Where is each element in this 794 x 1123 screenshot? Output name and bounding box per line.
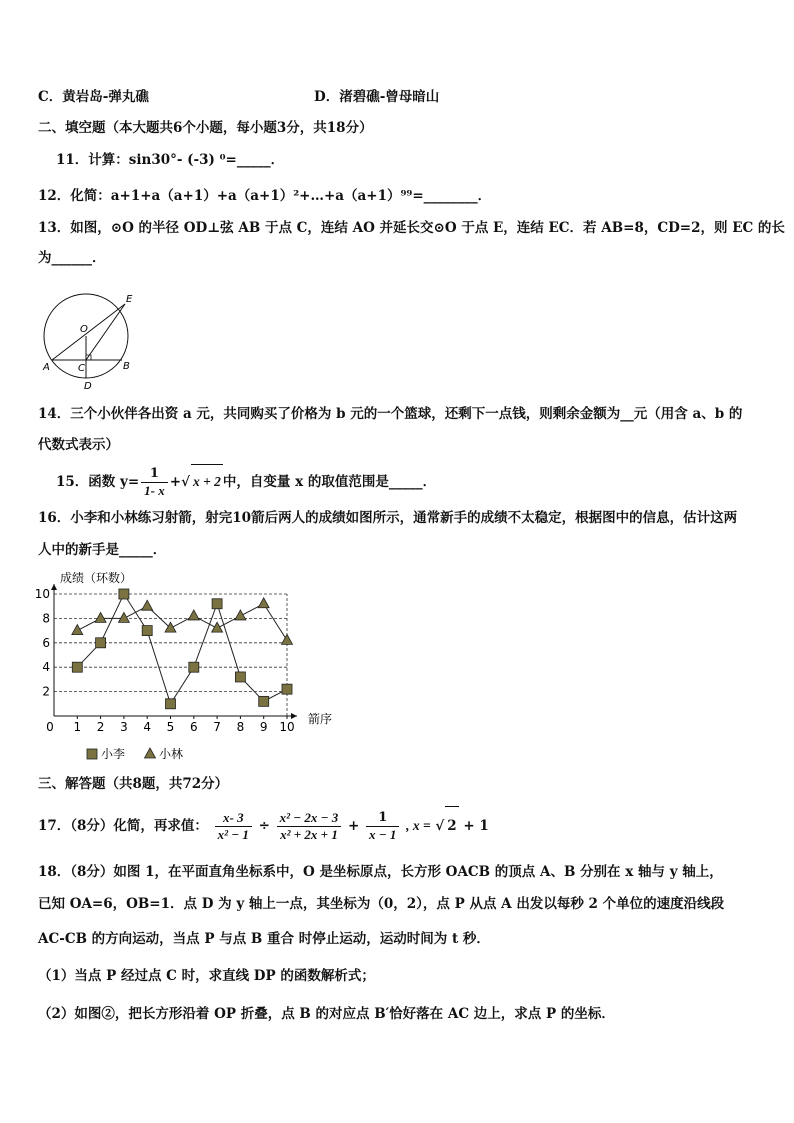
section-heading-fill-in: 二、填空题（本大题共6个小题，每小题3分，共18分） — [38, 120, 373, 136]
chart-y-label: 成绩（环数） — [60, 571, 133, 585]
x-tick-10: 10 — [279, 720, 295, 734]
option-d: D．渚碧礁-曾母暗山 — [314, 89, 440, 105]
x-tick-4: 4 — [143, 720, 152, 734]
y-tick-4: 4 — [42, 660, 50, 675]
marker-square-1 — [72, 662, 82, 672]
chart-ticks — [35, 587, 295, 734]
y-tick-2: 2 — [42, 684, 50, 699]
marker-triangle-2 — [95, 612, 106, 622]
q17-prefix: 17．（8分）化简，再求值： — [38, 818, 208, 834]
label-a: A — [43, 362, 50, 373]
q15-frac-den: 1- x — [144, 483, 165, 498]
q17-fraction-2 — [277, 810, 342, 843]
x-tick-7: 7 — [213, 720, 221, 734]
question-11: 11．计算：sin30°- (-3) ⁰=_____． — [56, 152, 285, 168]
marker-triangle-7 — [212, 622, 223, 632]
score-chart — [30, 566, 350, 772]
q17-sqrt-body: 2 — [445, 806, 458, 845]
y-tick-8: 8 — [42, 611, 50, 626]
label-c: C — [78, 363, 85, 374]
question-18-sub-2: （2）如图②，把长方形沿着 OP 折叠，点 B 的对应点 B′恰好落在 AC 边上，求点 P 的坐标． — [38, 1006, 615, 1022]
question-18-line-3: AC-CB 的方向运动，当点 P 与点 B 重合 时停止运动，运动时间为 t 秒． — [38, 931, 490, 947]
legend-label-0: 小李 — [101, 747, 126, 761]
section-heading-answers: 三、解答题（共8题，共72分） — [38, 776, 229, 792]
marker-square-3 — [119, 589, 129, 599]
q15-suffix: 中，自变量 x 的取值范围是_____． — [222, 474, 437, 490]
legend-triangle-icon — [145, 748, 156, 758]
option-c: C．黄岩岛-弹丸礁 — [38, 89, 149, 105]
question-17 — [38, 806, 489, 845]
circle-figure — [36, 290, 146, 392]
x-axis-arrow-icon — [291, 713, 297, 719]
marker-triangle-9 — [258, 598, 269, 608]
q15-sqrt-body: x + 2 — [191, 464, 223, 499]
y-axis-arrow-icon — [51, 584, 57, 590]
question-13-line-2: 为______． — [38, 250, 106, 266]
question-18-line-2: 已知 OA=6，OB=1．点 D 为 y 轴上一点，其坐标为（0，2），点 P 从点 A 出发以每秒 2 个单位的速度沿线段 — [38, 896, 725, 912]
chart-series-lines — [77, 594, 287, 704]
marker-square-6 — [189, 662, 199, 672]
marker-square-5 — [166, 699, 176, 709]
sqrt-icon: √ — [435, 818, 445, 834]
question-16-line-2: 人中的新手是_____． — [38, 542, 167, 558]
marker-square-10 — [282, 684, 292, 694]
x-tick-9: 9 — [259, 720, 268, 734]
q17-f3-num: 1 — [366, 810, 399, 827]
x-tick-6: 6 — [189, 720, 198, 734]
q17-tail-x: , x = — [406, 818, 431, 833]
label-d: D — [84, 381, 92, 392]
marker-triangle-5 — [165, 622, 176, 632]
q17-f1-num: x- 3 — [215, 810, 252, 827]
series-line-0 — [77, 594, 287, 704]
label-b: B — [123, 361, 130, 372]
marker-triangle-3 — [118, 612, 129, 622]
y-tick-10: 10 — [34, 587, 50, 601]
q15-fraction — [141, 466, 168, 499]
x-tick-5: 5 — [166, 720, 175, 734]
marker-square-8 — [235, 672, 245, 682]
q15-frac-num: 1 — [141, 466, 168, 483]
marker-square-4 — [142, 626, 152, 636]
marker-triangle-8 — [235, 610, 246, 620]
chart-markers — [72, 589, 293, 709]
question-13-line-1: 13．如图，⊙O 的半径 OD⊥弦 AB 于点 C，连结 AO 并延长交⊙O 于点 E，连结 EC．若 AB=8，CD=2，则 EC 的长 — [38, 220, 785, 236]
question-15 — [56, 464, 436, 499]
chart-x-label: 箭序 — [308, 712, 333, 726]
legend-square-icon — [87, 749, 97, 759]
question-14-line-1: 14．三个小伙伴各出资 a 元，共同购买了价格为 b 元的一个篮球，还剩下一点钱，则剩余金额为__元（用含 a、b 的 — [38, 406, 743, 422]
marker-square-7 — [212, 599, 222, 609]
label-e: E — [126, 294, 133, 305]
marker-triangle-4 — [142, 600, 153, 610]
x-tick-3: 3 — [120, 720, 128, 734]
question-18-line-1: 18．（8分）如图 1，在平面直角坐标系中，O 是坐标原点，长方形 OACB 的顶点 A、B 分别在 x 轴与 y 轴上， — [38, 864, 723, 880]
label-o: O — [80, 324, 88, 335]
q17-tail-plus: + 1 — [463, 818, 489, 834]
q17-f1-den: x² − 1 — [217, 827, 249, 842]
legend-label-1: 小林 — [159, 747, 184, 761]
marker-triangle-1 — [72, 625, 83, 635]
q17-f3-den: x − 1 — [369, 827, 397, 842]
q17-f2-num: x² − 2x − 3 — [277, 810, 342, 827]
q15-plus: + — [169, 474, 182, 490]
series-line-1 — [77, 604, 287, 641]
chart-legend — [87, 746, 183, 761]
x-tick-2: 2 — [96, 720, 105, 734]
question-16-line-1: 16．小李和小林练习射箭，射完10箭后两人的成绩如图所示，通常新手的成绩不太稳定，根据图中的信息，估计这两 — [38, 510, 738, 526]
question-18-sub-1: （1）当点 P 经过点 C 时，求直线 DP 的函数解析式； — [38, 968, 375, 984]
q15-prefix: 15．函数 y= — [56, 474, 140, 490]
q17-divide: ÷ — [258, 818, 270, 834]
marker-triangle-6 — [188, 610, 199, 620]
marker-square-2 — [96, 638, 106, 648]
q17-f2-den: x² + 2x + 1 — [280, 827, 338, 842]
q17-plus: + — [348, 818, 360, 834]
x-tick-0: 0 — [46, 720, 54, 734]
marker-triangle-10 — [282, 634, 293, 644]
sqrt-icon: √ — [181, 474, 190, 490]
line-ae — [52, 304, 125, 360]
x-tick-1: 1 — [73, 720, 82, 734]
question-12: 12．化简：a+1+a（a+1）+a（a+1）²+…+a（a+1）⁹⁹=________． — [38, 188, 492, 204]
marker-square-9 — [259, 696, 269, 706]
q17-fraction-1 — [215, 810, 252, 843]
question-14-line-2: 代数式表示） — [38, 437, 119, 453]
q17-fraction-3 — [366, 810, 399, 843]
line-ec — [86, 304, 125, 360]
y-tick-6: 6 — [42, 635, 50, 650]
x-tick-8: 8 — [236, 720, 245, 734]
